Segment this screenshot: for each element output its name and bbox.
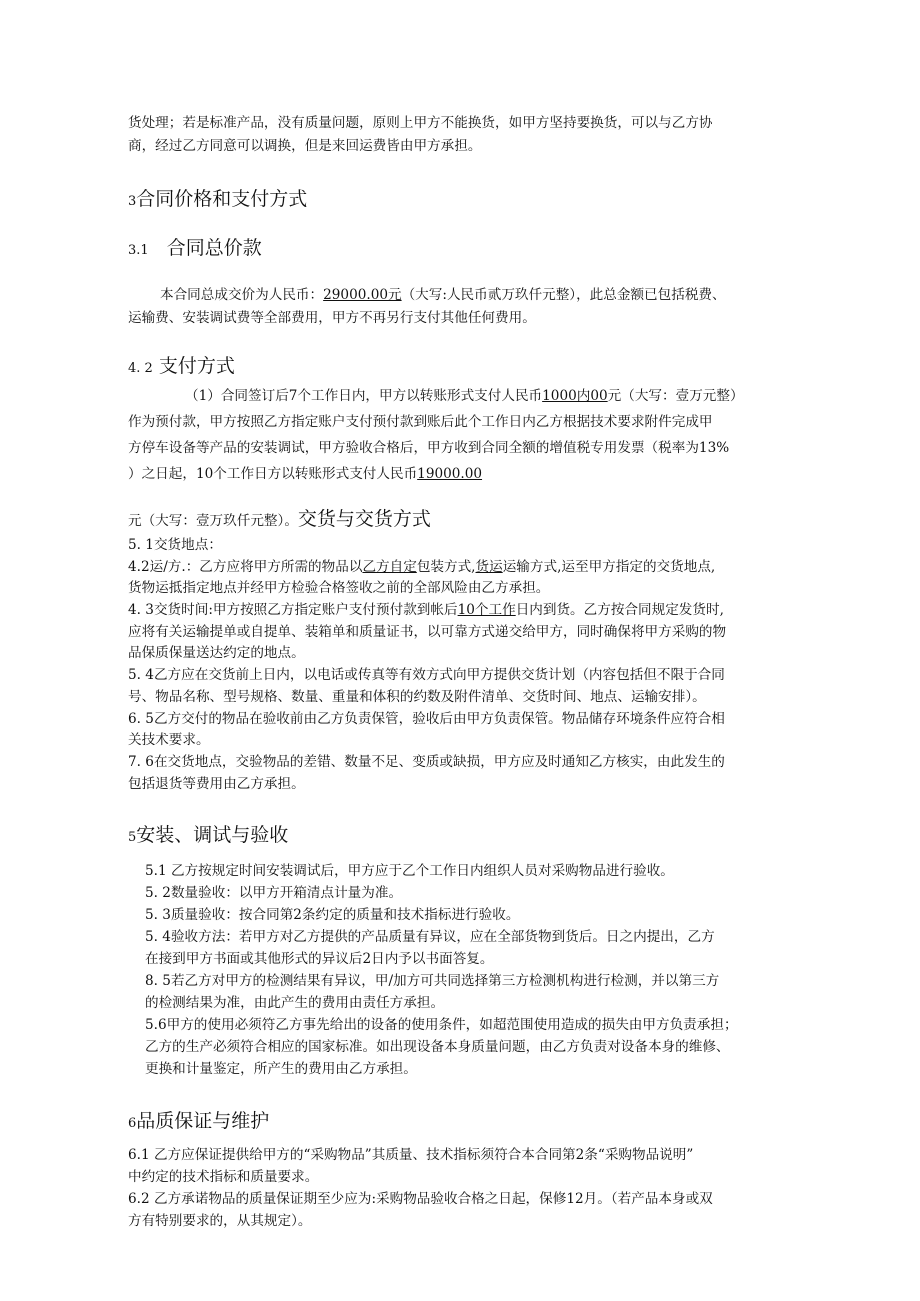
acceptance-line: 的检测结果为准，由此产生的费用由责任方承担。 bbox=[145, 995, 445, 1011]
payment-line: 作为预付款，甲方按照乙方指定账户支付预付款到账后此个工作日内乙方根据技术要求附件完成甲 bbox=[128, 414, 713, 430]
price-line: 运输费、安装调试费等全部费用，甲方不再另行支付其他任何费用。 bbox=[128, 310, 536, 326]
delivery-line: 4.2运/方.：乙方应将甲方所需的物品以乙方自定包装方式,货运运输方式,运至甲方指定的交货地点, bbox=[128, 559, 716, 575]
price-line: 本合同总成交价为人民币：29000.00元（大写:人民币贰万玖仟元整），此总金额已包括税费、 bbox=[160, 287, 726, 303]
acceptance-line: 在接到甲方书面或其他形式的异议后2日内予以书面答复。 bbox=[145, 951, 494, 967]
price-amount: 29000.00元 bbox=[323, 287, 402, 303]
payment-line: ）之日起，10个工作日方以转账形式支付人民币19000.00 bbox=[128, 466, 483, 482]
delivery-line: 号、物品名称、型号规格、数量、重量和体积的约数及附件清单、交货时间、地点、运输安排）。 bbox=[128, 689, 706, 705]
acceptance-line: 8. 5若乙方对甲方的检测结果有异议，甲/加方可共同选择第三方检测机构进行检测，并以第三方 bbox=[145, 973, 720, 989]
delivery-line: 6. 5乙方交付的物品在验收前由乙方负责保管，验收后由甲方负责保管。物品储存环境条件应符合相 bbox=[128, 711, 725, 727]
payment-line: （1）合同签订后7个工作日内，甲方以转账形式支付人民币1000内00元（大写：壹万元整） bbox=[185, 388, 744, 404]
delivery-line: 7. 6在交货地点，交验物品的差错、数量不足、变质或缺损，甲方应及时通知乙方核实，由此发生的 bbox=[128, 754, 725, 770]
acceptance-line: 5.1 乙方按规定时间安装调试后，甲方应于乙个工作日内组织人员对采购物品进行验收。 bbox=[145, 863, 674, 879]
delivery-line: 包括退货等费用由乙方承担。 bbox=[128, 776, 305, 792]
delivery-line: 应将有关运输提单或自提单、装箱单和质量证书，以可靠方式递交给甲方，同时确保将甲方采购的物 bbox=[128, 624, 727, 640]
delivery-line: 5. 4乙方应在交货前上日内，以电话或传真等有效方式向甲方提供交货计划（内容包括但不限于合同 bbox=[128, 667, 725, 683]
warranty-line: 6.2 乙方承诺物品的质量保证期至少应为:采购物品验收合格之日起，保修12月。（若产品本身或双 bbox=[128, 1191, 713, 1207]
payment-line: 方停车设备等产品的安装调试，甲方验收合格后，甲方收到合同全额的增值税专用发票（税率为13% bbox=[128, 440, 730, 456]
warranty-line: 6.1 乙方应保证提供给甲方的“采购物品”其质量、技术指标须符合本合同第2条“采购物品说明” bbox=[128, 1147, 694, 1163]
warranty-line: 方有特别要求的，从其规定）。 bbox=[128, 1213, 312, 1229]
acceptance-line: 5.6甲方的使用必须符乙方事先给出的设备的使用条件，如超范围使用造成的损失由甲方负责承担； bbox=[145, 1017, 738, 1033]
payment-amount-1: 1000内00 bbox=[542, 388, 608, 404]
payment-heading: 4. 2 支付方式 bbox=[128, 355, 235, 377]
acceptance-line: 5. 3质量验收：按合同第2条约定的质量和技术指标进行验收。 bbox=[145, 907, 520, 923]
section-6-heading: 6品质保证与维护 bbox=[128, 1110, 270, 1132]
delivery-heading: 交货与交货方式 bbox=[297, 508, 431, 530]
section-3-heading: 3合同价格和支付方式 bbox=[128, 188, 308, 210]
delivery-line: 4. 3交货时间:甲方按照乙方指定账户支付预付款到帐后10个工作日内到货。乙方按合同规定发货时, bbox=[128, 602, 724, 618]
delivery-line: 5. 1交货地点： bbox=[128, 537, 222, 553]
acceptance-line: 5. 2数量验收：以甲方开箱清点计量为准。 bbox=[145, 885, 403, 901]
section-3-1-heading: 3.1 合同总价款 bbox=[128, 237, 262, 259]
section-5-heading: 5安装、调试与验收 bbox=[128, 824, 289, 846]
delivery-line: 关技术要求。 bbox=[128, 732, 210, 748]
acceptance-line: 5. 4验收方法：若甲方对乙方提供的产品质量有异议，应在全部货物到货后。日之内提出，乙方 bbox=[145, 929, 715, 945]
payment-amount-2: 19000.00 bbox=[417, 466, 483, 482]
delivery-line: 品保质保量送达约定的地点。 bbox=[128, 645, 305, 661]
warranty-line: 中约定的技术指标和质量要求。 bbox=[128, 1169, 319, 1185]
delivery-line: 货物运抵指定地点并经甲方检验合格签收之前的全部风险由乙方承担。 bbox=[128, 580, 550, 596]
intro-line: 商，经过乙方同意可以调换，但是来回运费皆由甲方承担。 bbox=[128, 138, 482, 154]
intro-line: 货处理；若是标准产品，没有质量问题，原则上甲方不能换货，如甲方坚持要换货，可以与乙方协 bbox=[128, 115, 713, 131]
payment-line-with-heading: 元（大写：壹万玖仟元整）。交货与交货方式 bbox=[128, 508, 431, 530]
acceptance-line: 更换和计量鉴定，所产生的费用由乙方承担。 bbox=[145, 1061, 417, 1077]
acceptance-line: 乙方的生产必须符合相应的国家标准。如出现设备本身质量问题，由乙方负责对设备本身的维修、 bbox=[145, 1039, 730, 1055]
